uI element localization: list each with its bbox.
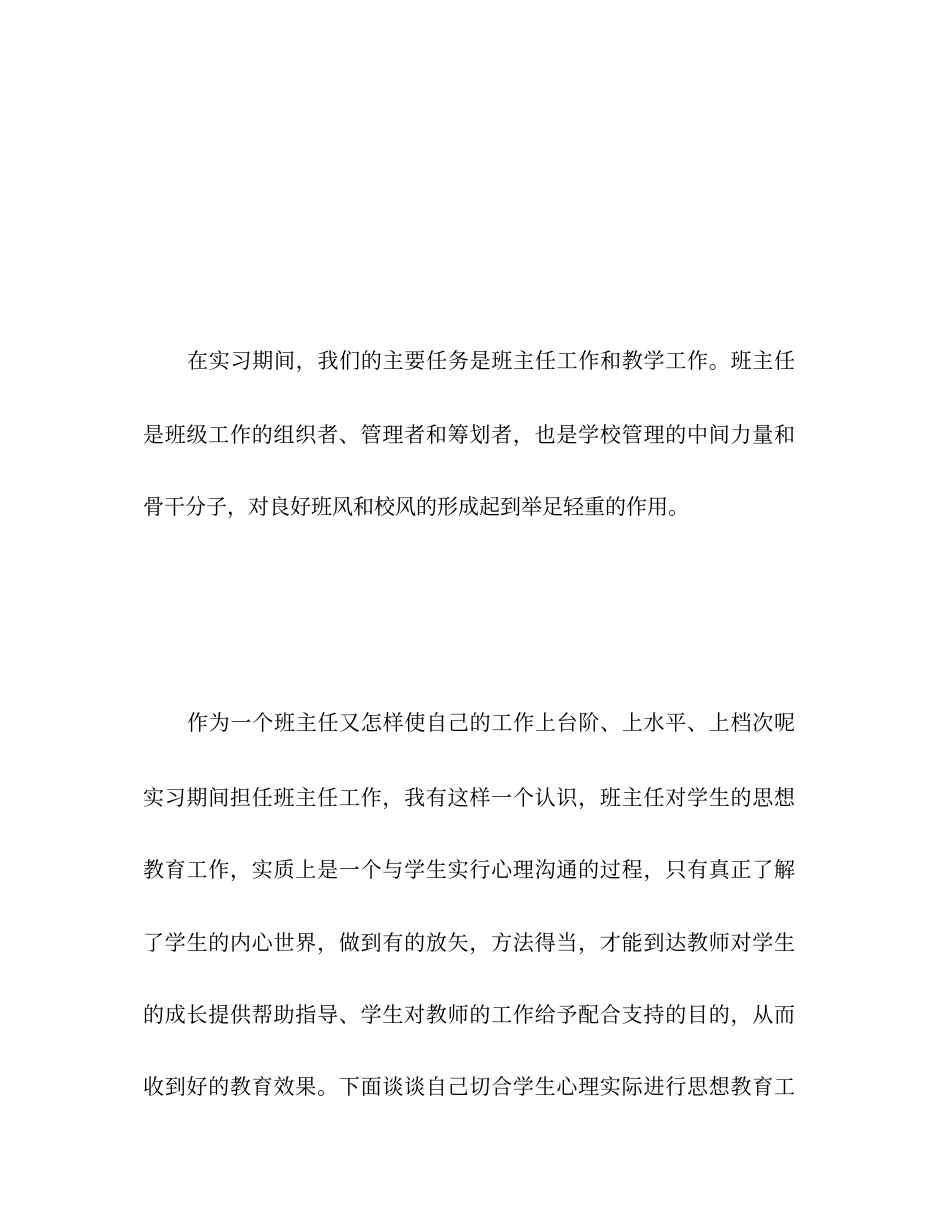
paragraph-2-line-3: 教育工作，实质上是一个与学生实行心理沟通的过程，只有真正了解 [143, 858, 795, 882]
paragraph-2-line-2: 实习期间担任班主任工作，我有这样一个认识，班主任对学生的思想 [143, 786, 795, 810]
paragraph-1-line-2: 是班级工作的组织者、管理者和筹划者，也是学校管理的中间力量和 [143, 423, 795, 447]
paragraph-2-line-1: 作为一个班主任又怎样使自己的工作上台阶、上水平、上档次呢 [187, 711, 795, 735]
paragraph-2-line-4: 了学生的内心世界，做到有的放矢，方法得当，才能到达教师对学生 [143, 931, 795, 955]
paragraph-1-line-3: 骨干分子，对良好班风和校风的形成起到举足轻重的作用。 [143, 495, 689, 519]
paragraph-2-line-6: 收到好的教育效果。下面谈谈自己切合学生心理实际进行思想教育工 [143, 1075, 795, 1099]
paragraph-1-line-1: 在实习期间，我们的主要任务是班主任工作和教学工作。班主任 [187, 349, 795, 373]
paragraph-2-line-5: 的成长提供帮助指导、学生对教师的工作给予配合支持的目的，从而 [143, 1003, 795, 1027]
